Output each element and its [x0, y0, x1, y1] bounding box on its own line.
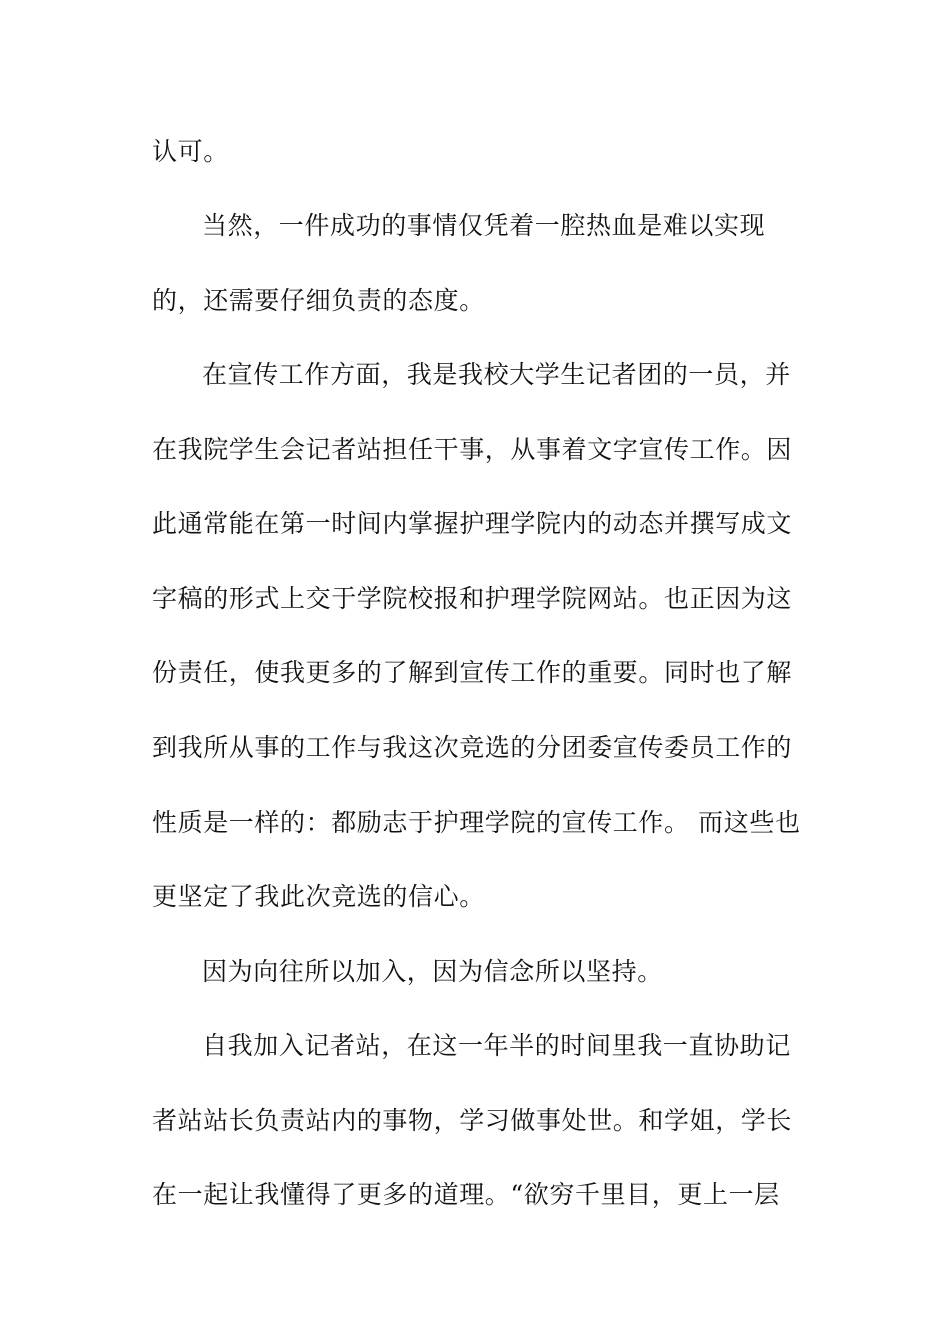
- paragraph-start: 因为向往所以加入，因为信念所以坚持。: [202, 957, 663, 986]
- text-line: 份责任，使我更多的了解到宣传工作的重要。同时也了解: [152, 658, 793, 687]
- text-line: 的，还需要仔细负责的态度。: [152, 286, 485, 315]
- text-line: 更坚定了我此次竞选的信心。: [152, 882, 485, 911]
- text-line: 性质是一样的：都励志于护理学院的宣传工作。 而这些也: [152, 808, 801, 837]
- text-line: 者站站长负责站内的事物，学习做事处世。和学姐，学长: [152, 1106, 793, 1135]
- paragraph-start: 自我加入记者站，在这一年半的时间里我一直协助记: [202, 1031, 791, 1060]
- text-line: 在一起让我懂得了更多的道理。“欲穷千里目，更上一层: [152, 1180, 780, 1209]
- text-line: 认可。: [152, 137, 229, 166]
- paragraph-start: 当然，一件成功的事情仅凭着一腔热血是难以实现: [202, 211, 766, 240]
- text-line: 此通常能在第一时间内掌握护理学院内的动态并撰写成文: [152, 509, 793, 538]
- paragraph-start: 在宣传工作方面，我是我校大学生记者团的一员，并: [202, 360, 791, 389]
- text-line: 在我院学生会记者站担任干事，从事着文字宣传工作。因: [152, 435, 793, 464]
- text-line: 到我所从事的工作与我这次竞选的分团委宣传委员工作的: [152, 733, 793, 762]
- text-line: 字稿的形式上交于学院校报和护理学院网站。也正因为这: [152, 584, 793, 613]
